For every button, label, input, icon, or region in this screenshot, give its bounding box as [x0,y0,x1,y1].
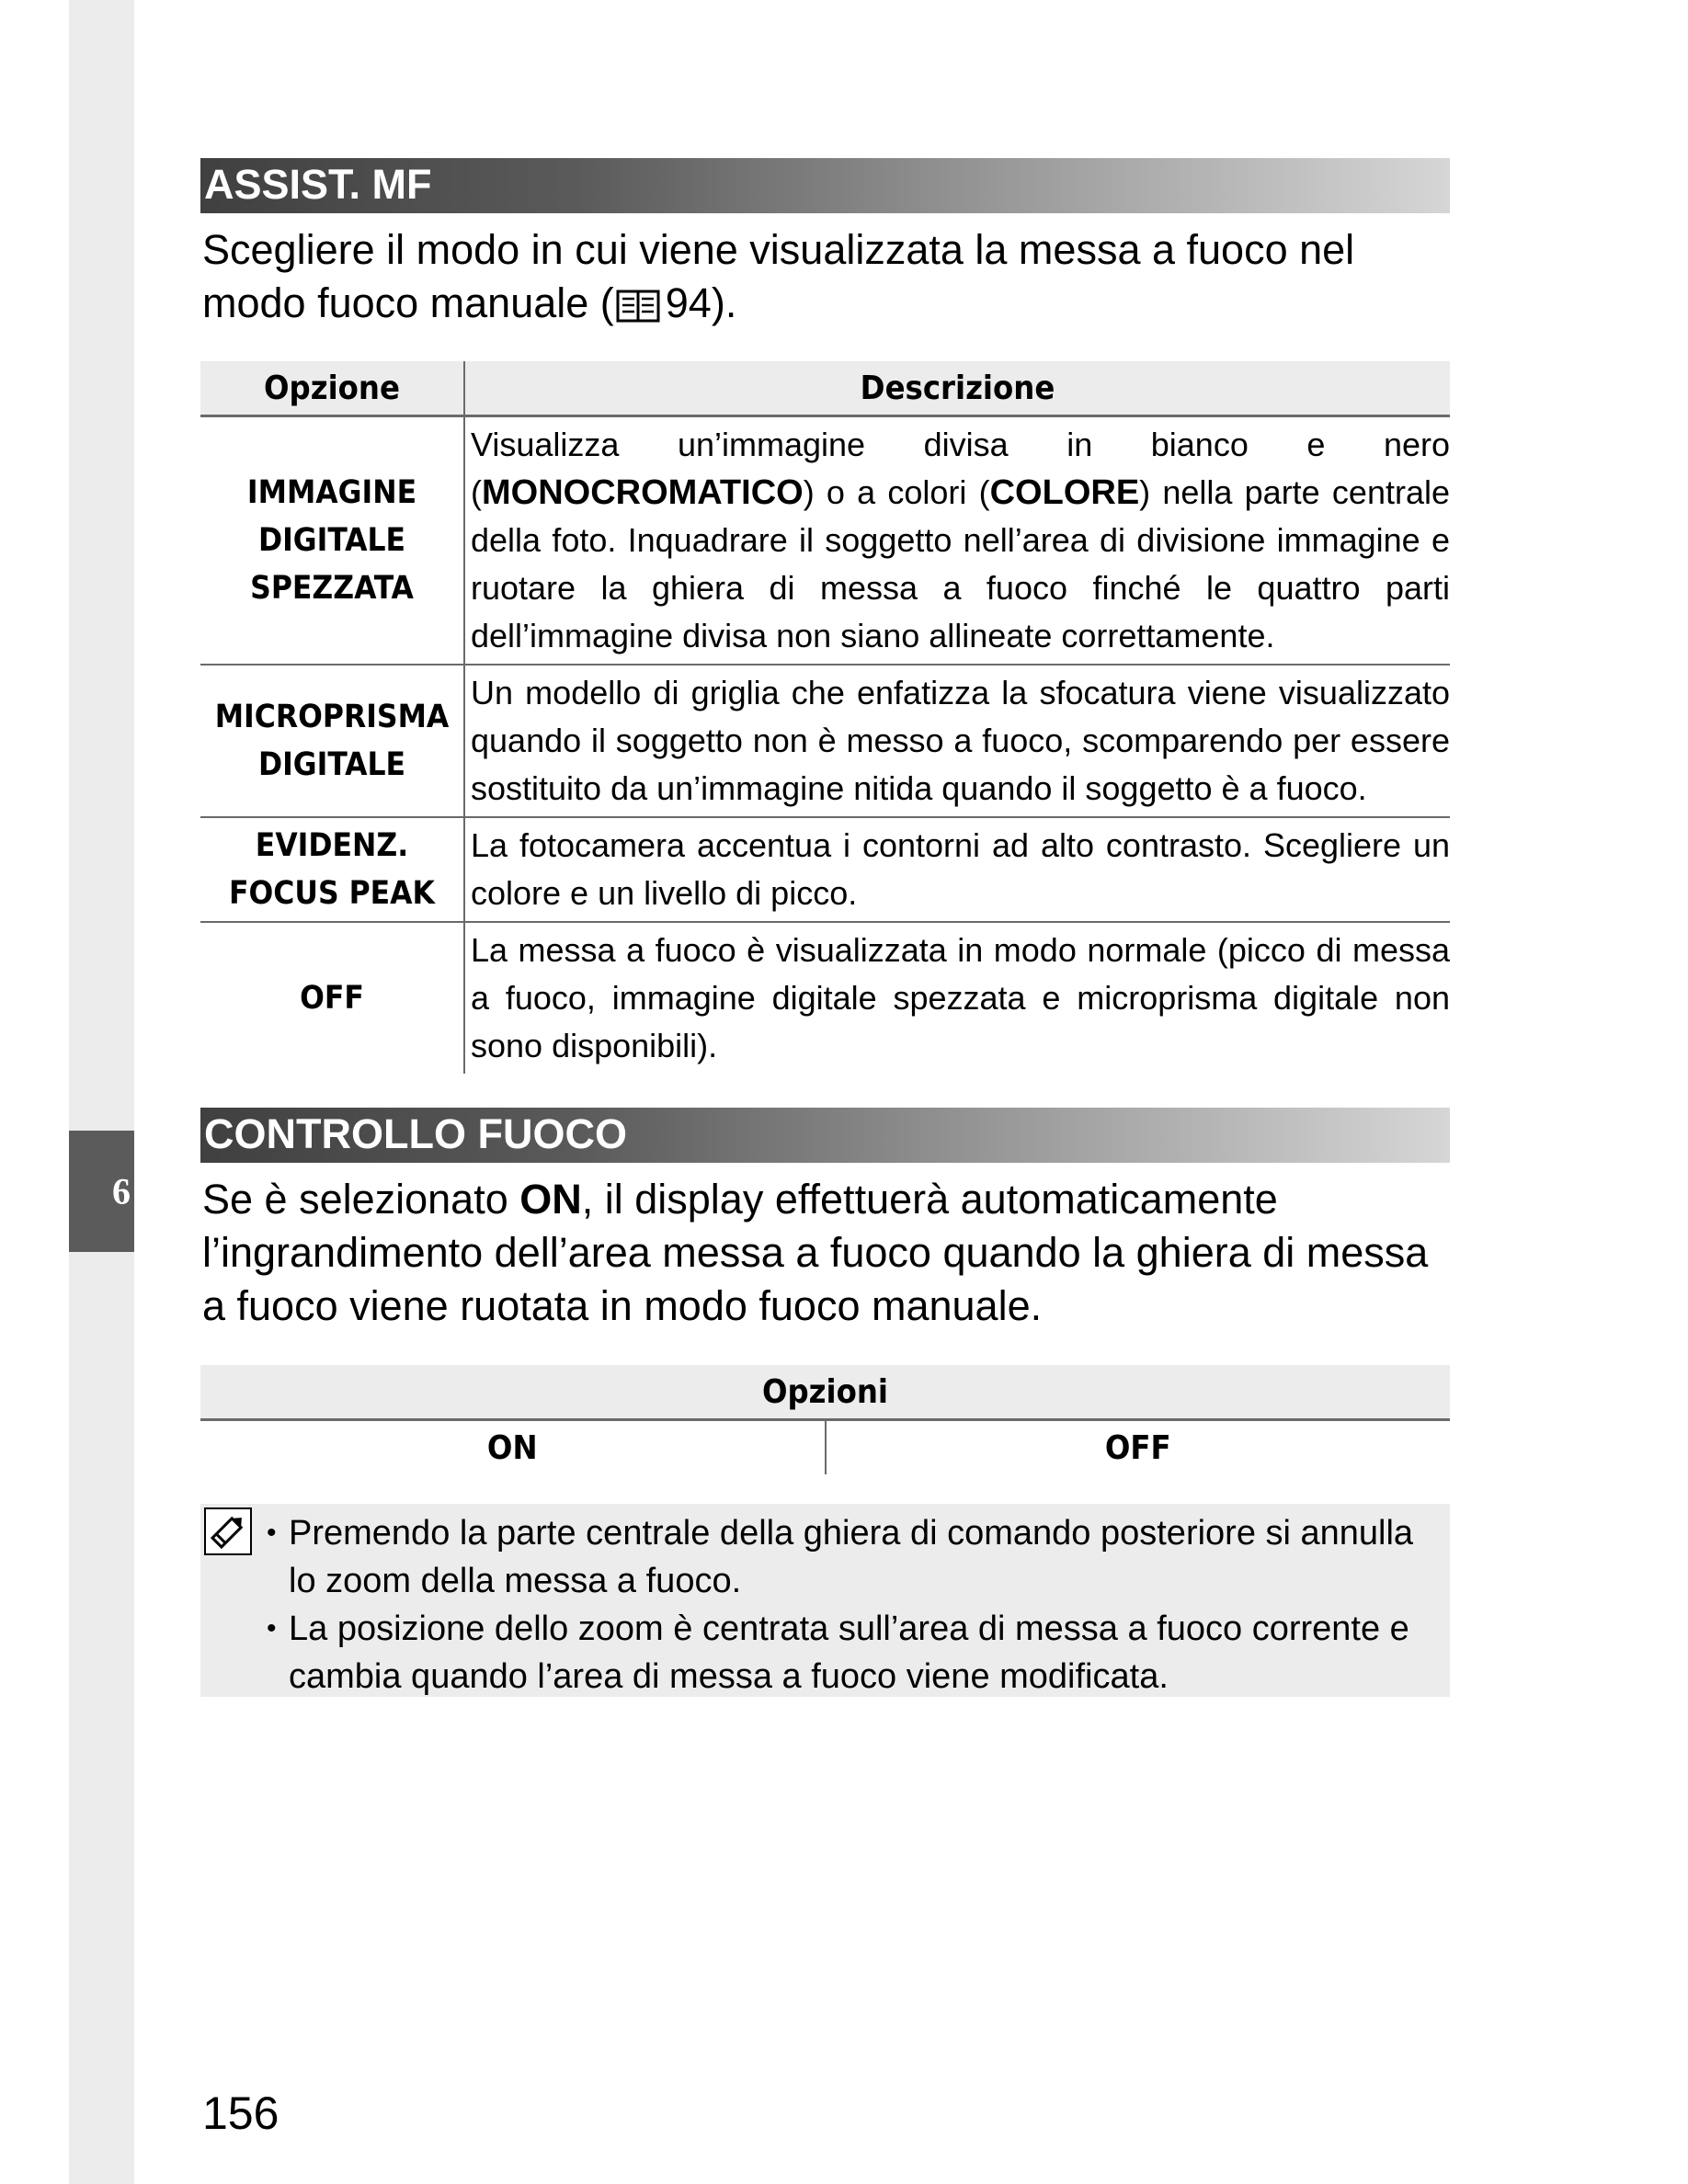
assist-mf-options-table [200,361,1450,1074]
intro-paragraph [202,1173,1462,1333]
option-name-line: MICROPRISMA [214,699,450,735]
description-bold: COLORE [989,473,1140,512]
column-header-options: Opzioni [200,1365,1450,1420]
chapter-tab [69,1131,134,1252]
option-name [200,665,464,817]
option-description [464,416,1450,665]
description-text: ) nella parte centrale della foto. Inquadrare il soggetto nell’area di divisione immagine e ruotare la ghiera di messa a fuoco finché le quattro parti dell’immagine divisa non siano allineate correttamente. [471,473,1450,654]
section-intro [202,1173,1462,1333]
intro-text: modo fuoco manuale ( [202,279,614,326]
section-header-assist-mf [200,158,1450,213]
option-on: ON [200,1420,826,1475]
intro-text: Se è selezionato [202,1176,520,1223]
page-number: 156 [202,2087,279,2139]
section-header-controllo-fuoco [200,1108,1450,1163]
side-margin-strip [69,0,134,2184]
option-description: La messa a fuoco è visualizzata in modo normale (picco di messa a fuoco, immagine digitale spezzata e microprisma digitale non sono disponibili). [471,931,1450,1064]
note-list [267,1509,1443,1701]
section-title: CONTROLLO FUOCO [204,1109,627,1157]
column-header-option: Opzione [200,361,464,416]
book-icon [616,289,660,324]
intro-text: , il display effettuerà automaticamente l’ingrandimento dell’area messa a fuoco quando la ghiera di messa a fuoco viene ruotata in modo fuoco manuale. [202,1176,1429,1329]
section-title: ASSIST. MF [204,160,432,208]
note-bullet: • La posizione dello zoom è centrata sull’area di messa a fuoco corrente e cambia quando l’area di messa a fuoco viene modificata. [267,1605,1443,1701]
chapter-number: 6 [112,1170,131,1212]
column-header-description: Descrizione [464,361,1450,416]
option-name-line: IMMAGINE DIGITALE [246,474,417,559]
note-box [200,1504,1450,1697]
section-intro [202,223,1462,330]
option-name-line: SPEZZATA [250,570,414,607]
intro-bold: ON [519,1176,582,1223]
option-name-line: FOCUS PEAK [229,875,435,912]
option-name [200,416,464,665]
description-text: ) o a colori ( [803,473,990,511]
page-ref: 94 [665,279,712,326]
intro-text: ). [711,279,737,326]
description-text: Visualizza un’immagine divisa in bianco e nero ( [471,426,1450,511]
option-off: OFF [1104,1428,1171,1467]
option-description: La fotocamera accentua i contorni ad alto contrasto. Scegliere un colore e un livello di picco. [464,817,1450,922]
table-row [200,817,1450,922]
intro-line [202,277,1462,330]
table-row [200,416,1450,665]
option-name: OFF [200,922,464,1074]
table-row [200,922,1450,1074]
note-pencil-icon [204,1507,252,1555]
table-row [200,1420,1450,1475]
controllo-fuoco-options-table [200,1365,1450,1474]
note-bullet: • Premendo la parte centrale della ghiera di comando posteriore si annulla lo zoom della messa a fuoco. [267,1509,1443,1605]
option-description: Un modello di griglia che enfatizza la sfocatura viene visualizzato quando il soggetto non è messo a fuoco, scomparendo per essere sostituito da un’immagine nitida quando il soggetto è a fuoco. [464,665,1450,817]
option-name-line: EVIDENZ. [255,827,409,864]
intro-line: Scegliere il modo in cui viene visualizzata la messa a fuoco nel [202,226,1355,273]
table-row [200,665,1450,817]
option-name-line: DIGITALE [257,746,406,783]
option-name [200,817,464,922]
description-bold: MONOCROMATICO [482,473,804,512]
